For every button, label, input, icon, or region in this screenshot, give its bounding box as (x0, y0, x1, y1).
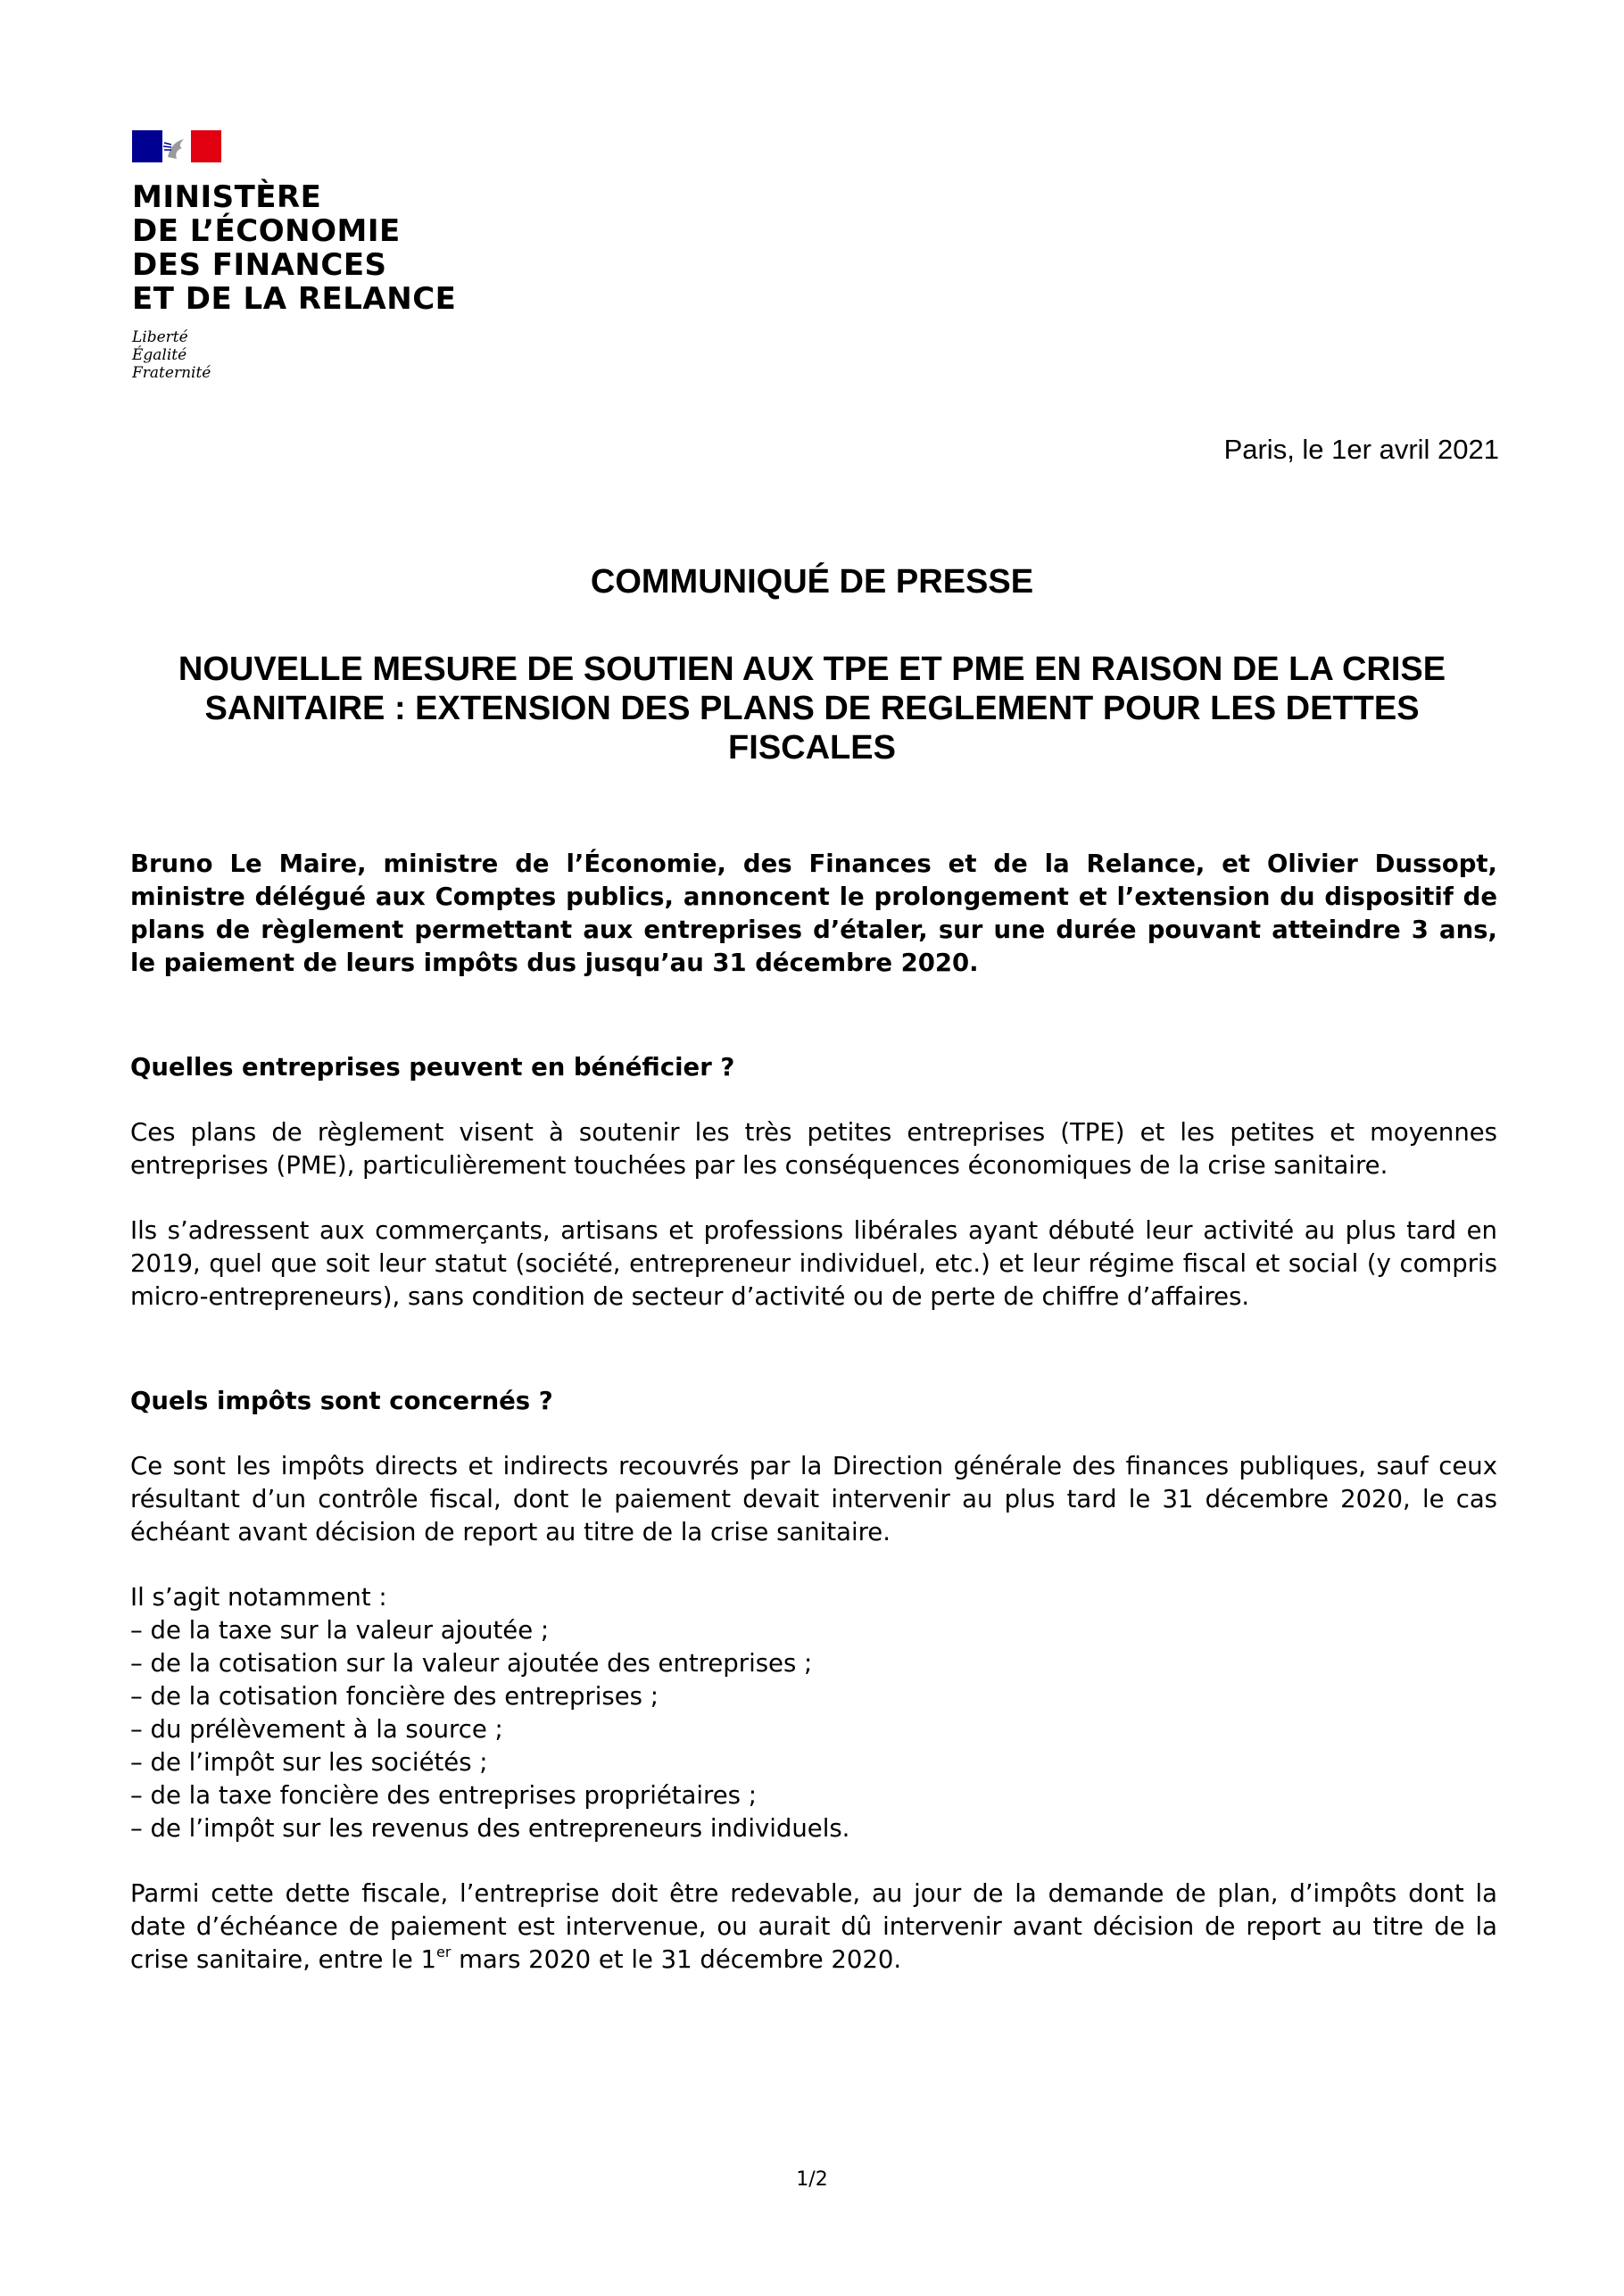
document-subtitle: NOUVELLE MESURE DE SOUTIEN AUX TPE ET PME EN RAISON DE LA CRISE SANITAIRE : EXTENSION DES PLANS DE REGLEMENT POUR LES DETTES FISCALES (178, 651, 1446, 767)
ministry-name (132, 180, 456, 316)
paragraph: Ils s’adressent aux commerçants, artisans et professions libérales ayant débuté leur activité au plus tard en 2019, quel que soit leur statut (société, entrepreneur individuel, etc.) et leur régime fiscal et social (y compris micro-entrepreneurs), sans condition de secteur d’activité ou de perte de chiffre d’affaires. (130, 1216, 1497, 1311)
paragraph: Ce sont les impôts directs et indirects recouvrés par la Direction générale des finances publiques, sauf ceux résultant d’un contrôle fiscal, dont le paiement devait intervenir au plus tard le 31 décembre 2020, le cas échéant avant décision de report au titre de la crise sanitaire. (130, 1452, 1497, 1546)
paragraph (130, 1877, 1497, 1977)
list-item: – de l’impôt sur les sociétés ; (130, 1748, 488, 1777)
section-heading-taxes: Quels impôts sont concernés ? (130, 1387, 553, 1415)
document-title: COMMUNIQUÉ DE PRESSE (590, 563, 1034, 601)
ministry-name-line: ET DE LA RELANCE (132, 281, 457, 317)
lead-paragraph: Bruno Le Maire, ministre de l’Économie, des Finances et de la Relance, et Olivier Dussopt, ministre délégué aux Comptes publics, annoncent le prolongement et l’extension du dispositif de plans de règlement permettant aux entreprises d’étaler, sur une durée pouvant atteindre 3 ans, le paiement de leurs impôts dus jusqu’au 31 décembre 2020. (130, 850, 1497, 977)
list-item: – de la taxe sur la valeur ajoutée ; (130, 1616, 550, 1645)
section-heading-beneficiaries: Quelles entreprises peuvent en bénéficier ? (130, 1053, 735, 1082)
paragraph: Ces plans de règlement visent à soutenir les très petites entreprises (TPE) et les petites et moyennes entreprises (PME), particulièrement touchées par les conséquences économiques de la crise sanitaire. (130, 1118, 1497, 1180)
motto-line: Liberté (132, 328, 188, 346)
paragraph-text: Parmi cette dette fiscale, l’entreprise doit être redevable, au jour de la demande de plan, d’impôts dont la date d’échéance de paiement est intervenue, ou aurait dû intervenir avant décision de report au titre de la crise sanitaire, entre le 1 (130, 1879, 1497, 1974)
ministry-name-line: MINISTÈRE (132, 179, 322, 215)
ministry-name-line: DE L’ÉCONOMIE (132, 213, 401, 249)
republic-motto (132, 328, 456, 382)
ministry-logo (132, 130, 456, 382)
list-item: – du prélèvement à la source ; (130, 1715, 503, 1744)
motto-line: Égalité (132, 346, 187, 364)
list-item: – de la cotisation foncière des entreprises ; (130, 1682, 659, 1711)
motto-line: Fraternité (132, 364, 211, 382)
tax-list (130, 1614, 1497, 1845)
ordinal-suffix: er (435, 1943, 452, 1960)
paragraph-text: mars 2020 et le 31 décembre 2020. (451, 1945, 902, 1974)
ministry-name-line: DES FINANCES (132, 247, 387, 283)
press-release-date: Paris, le 1er avril 2021 (1223, 434, 1499, 465)
document-body (130, 848, 1497, 1977)
list-item: – de la taxe foncière des entreprises propriétaires ; (130, 1781, 757, 1810)
list-item: – de l’impôt sur les revenus des entrepreneurs individuels. (130, 1814, 850, 1843)
list-intro: Il s’agit notamment : (130, 1583, 387, 1612)
marianne-flag-logo (132, 130, 221, 162)
page-number: 1/2 (796, 2168, 828, 2191)
list-item: – de la cotisation sur la valeur ajoutée des entreprises ; (130, 1649, 813, 1678)
